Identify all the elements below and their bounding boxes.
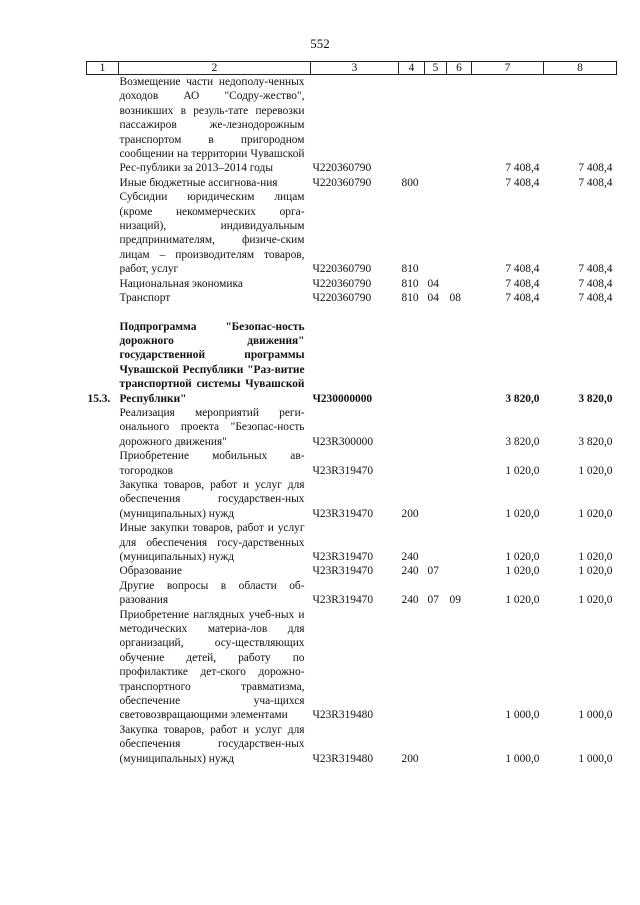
row-expense-group (399, 608, 425, 723)
column-header: 4 (399, 62, 425, 75)
row-section (425, 176, 447, 190)
row-section (425, 190, 447, 276)
table-row (87, 277, 617, 291)
row-target-code: Ч23R319470 (312, 551, 374, 563)
spacer-row (87, 306, 617, 320)
row-section: 07 (427, 594, 439, 607)
row-number (87, 449, 119, 478)
row-name: Иные бюджетные ассигнова-ния (119, 176, 278, 189)
row-subsection (447, 449, 472, 478)
row-expense-group: 810 (401, 263, 419, 276)
row-target-code: Ч23R319470 (312, 565, 374, 578)
column-header: 5 (425, 62, 447, 75)
row-subsection (447, 406, 472, 449)
row-expense-group: 200 (401, 752, 419, 765)
table-row (87, 521, 617, 564)
row-number (87, 176, 119, 190)
row-amount-col7: 7 408,4 (505, 263, 540, 276)
row-amount-col7: 1 020,0 (505, 507, 540, 520)
row-number: 15.3. (87, 392, 111, 405)
row-target-code: Ч220360790 (312, 176, 372, 189)
row-subsection (447, 564, 472, 578)
row-name: Другие вопросы в области об-разования (119, 579, 305, 607)
row-amount-col8: 3 820,0 (578, 392, 613, 405)
row-amount-col8: 1 020,0 (578, 464, 613, 477)
row-amount-col8: 1 000,0 (578, 709, 613, 722)
row-section (425, 521, 447, 564)
row-expense-group: 810 (401, 292, 419, 305)
spacer-cell (87, 306, 617, 320)
row-name: Закупка товаров, работ и услуг для обеспечения государствен-ных (муниципальных) нужд (119, 478, 305, 520)
row-expense-group: 200 (401, 507, 419, 520)
row-number (87, 564, 119, 578)
row-amount-col7: 1 020,0 (505, 464, 540, 477)
row-target-code: Ч23R319470 (312, 507, 374, 520)
row-amount-col8: 1 020,0 (578, 594, 613, 607)
row-target-code: Ч23R300000 (312, 435, 374, 448)
row-subsection (447, 608, 472, 723)
row-subsection: 09 (449, 594, 461, 607)
row-number (87, 579, 119, 608)
row-section: 07 (427, 565, 439, 578)
row-amount-col8: 1 020,0 (578, 551, 613, 563)
row-number (87, 291, 119, 305)
row-number (87, 406, 119, 449)
row-name: Образование (119, 565, 182, 578)
table-row (87, 176, 617, 190)
row-name: Транспорт (119, 292, 171, 305)
row-section (425, 75, 447, 176)
table-row (87, 723, 617, 766)
row-number (87, 75, 119, 176)
column-header: 6 (447, 62, 472, 75)
page-number: 552 (310, 36, 330, 51)
table-row (87, 291, 617, 305)
row-name: Приобретение наглядных учеб-ных и методических материа-лов для организаций, осу-ществляющих обучение детей, работу по профилактике дет-ского дорожно-транспортного травматизма, обеспечение уча-щихся световозвращающими элементами (119, 608, 305, 722)
table-row (87, 564, 617, 578)
row-amount-col8: 1 020,0 (578, 507, 613, 520)
row-subsection (447, 75, 472, 176)
row-section (425, 449, 447, 478)
row-amount-col8: 7 408,4 (578, 277, 613, 290)
row-section (425, 608, 447, 723)
table-row (87, 406, 617, 449)
row-section (425, 406, 447, 449)
row-target-code: Ч220360790 (312, 263, 372, 276)
table-body (87, 75, 617, 767)
row-subsection (447, 478, 472, 521)
table-row (87, 478, 617, 521)
row-amount-col7: 7 408,4 (505, 292, 540, 305)
row-subsection (447, 176, 472, 190)
row-subsection (447, 277, 472, 291)
row-expense-group: 240 (401, 565, 419, 578)
row-amount-col8: 7 408,4 (578, 176, 613, 189)
row-amount-col7: 7 408,4 (505, 277, 540, 290)
row-amount-col7: 7 408,4 (505, 176, 540, 189)
row-amount-col8: 1 000,0 (578, 752, 613, 765)
row-subsection (447, 190, 472, 276)
row-name: Закупка товаров, работ и услуг для обеспечения государствен-ных (муниципальных) нужд (119, 723, 305, 765)
row-subsection (447, 521, 472, 564)
row-amount-col7: 1 020,0 (505, 565, 540, 578)
row-expense-group: 800 (401, 176, 419, 189)
row-number (87, 190, 119, 276)
row-amount-col7: 1 020,0 (505, 551, 540, 563)
column-header: 3 (311, 62, 399, 75)
row-amount-col7: 3 820,0 (505, 392, 540, 405)
table-row (87, 579, 617, 608)
row-number (87, 723, 119, 766)
row-target-code: Ч23R319470 (312, 464, 374, 477)
row-name: Реализация мероприятий реги-онального проекта "Безопас-ность дорожного движения" (119, 406, 305, 448)
row-section: 04 (427, 277, 439, 290)
row-target-code: Ч220360790 (312, 277, 372, 290)
row-amount-col8: 1 020,0 (578, 565, 613, 578)
row-name: Подпрограмма "Безопас-ность дорожного движения" государственной программы Чувашской Республики "Раз-витие транспортной системы Чувашской Республики" (119, 320, 305, 405)
row-target-code: Ч230000000 (312, 392, 373, 405)
row-subsection: 08 (449, 292, 461, 305)
row-name: Возмещение части недополу-ченных доходов АО "Содру-жество", возникших в резуль-тате перевозки пассажиров же-лезнодорожным транспортом в пригородном сообщении на территории Чувашской Рес-публики за 2013–2014 годы (119, 76, 305, 175)
row-expense-group (399, 449, 425, 478)
budget-table (86, 61, 617, 766)
row-number (87, 521, 119, 564)
table-row (87, 75, 617, 176)
column-header: 2 (119, 62, 311, 75)
row-amount-col7: 3 820,0 (505, 435, 540, 448)
row-section (425, 320, 447, 406)
row-section (425, 723, 447, 766)
row-name: Национальная экономика (119, 277, 243, 290)
row-amount-col8: 3 820,0 (578, 435, 613, 448)
row-amount-col8: 7 408,4 (578, 292, 613, 305)
row-number (87, 608, 119, 723)
row-expense-group: 810 (401, 277, 419, 290)
table-row (87, 190, 617, 276)
row-target-code: Ч23R319480 (312, 752, 374, 765)
row-expense-group (399, 75, 425, 176)
row-subsection (447, 723, 472, 766)
row-amount-col7: 1 000,0 (505, 709, 540, 722)
row-amount-col8: 7 408,4 (578, 162, 613, 175)
table-row (87, 320, 617, 406)
column-header: 7 (472, 62, 544, 75)
row-amount-col7: 7 408,4 (505, 162, 540, 175)
row-target-code: Ч220360790 (312, 292, 372, 305)
column-header: 1 (87, 62, 119, 75)
column-header: 8 (544, 62, 617, 75)
row-number (87, 277, 119, 291)
row-target-code: Ч23R319470 (312, 594, 374, 607)
row-section: 04 (427, 292, 439, 305)
row-expense-group: 240 (401, 594, 419, 607)
table-row (87, 449, 617, 478)
row-name: Субсидии юридическим лицам (кроме некоммерческих орга-низаций), индивидуальным предпринимателям, физиче-ским лицам – производителям товаров, работ, услуг (119, 191, 305, 276)
row-expense-group (399, 406, 425, 449)
row-subsection (447, 320, 472, 406)
table-row (87, 608, 617, 723)
table-header-row (87, 62, 617, 75)
row-name: Приобретение мобильных ав-тогородков (119, 450, 305, 477)
row-amount-col7: 1 020,0 (505, 594, 540, 607)
row-target-code: Ч220360790 (312, 162, 372, 175)
row-section (425, 478, 447, 521)
row-name: Иные закупки товаров, работ и услуг для обеспечения госу-дарственных (муниципальных) нужд (119, 522, 305, 563)
row-expense-group: 240 (401, 551, 419, 563)
row-number (87, 478, 119, 521)
row-expense-group (399, 320, 425, 406)
row-target-code: Ч23R319480 (312, 709, 374, 722)
row-amount-col8: 7 408,4 (578, 263, 613, 276)
row-amount-col7: 1 000,0 (505, 752, 540, 765)
